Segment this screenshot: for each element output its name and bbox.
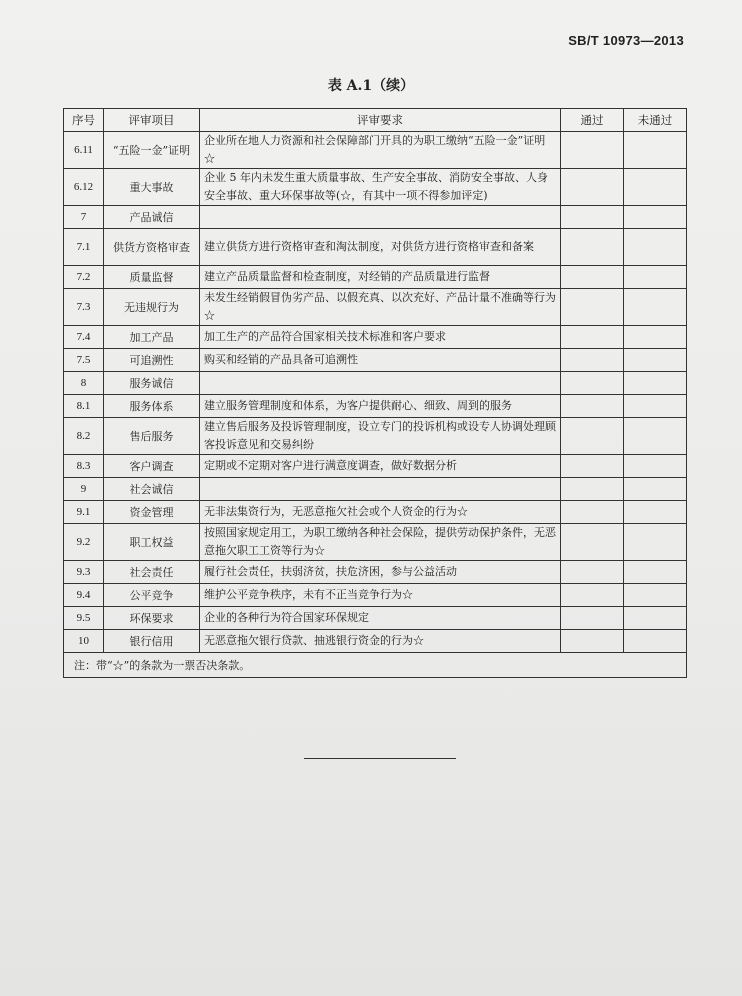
table-row: [64, 630, 687, 653]
row-item: 供货方资格审查: [104, 229, 200, 266]
table-row: [64, 418, 687, 455]
row-item: 售后服务: [104, 418, 200, 455]
row-requirement: 按照国家规定用工，为职工缴纳各种社会保险，提供劳动保护条件，无恶意拖欠职工工资等行为☆: [200, 524, 561, 561]
row-number: 9.4: [64, 584, 104, 607]
pass-cell: [561, 501, 624, 524]
column-header: 评审项目: [104, 109, 200, 132]
fail-cell: [624, 418, 687, 455]
row-item: 产品诚信: [104, 206, 200, 229]
row-number: 6.12: [64, 169, 104, 206]
row-number: 7.2: [64, 266, 104, 289]
pass-cell: [561, 169, 624, 206]
table-row: [64, 229, 687, 266]
fail-cell: [624, 561, 687, 584]
fail-cell: [624, 584, 687, 607]
row-requirement: 定期或不定期对客户进行满意度调查，做好数据分析: [200, 455, 561, 478]
fail-cell: [624, 395, 687, 418]
column-header: 通过: [561, 109, 624, 132]
table-row: [64, 561, 687, 584]
table-row: [64, 501, 687, 524]
table-row: [64, 455, 687, 478]
row-number: 8: [64, 372, 104, 395]
row-requirement: 企业 5 年内未发生重大质量事故、生产安全事故、消防安全事故、人身安全事故、重大环保事故等(☆，有其中一项不得参加评定): [200, 169, 561, 206]
table-row: [64, 169, 687, 206]
column-header: 评审要求: [200, 109, 561, 132]
row-item: 可追溯性: [104, 349, 200, 372]
table-note: 注：带“☆”的条款为一票否决条款。: [64, 653, 687, 678]
table-row: [64, 289, 687, 326]
row-number: 9.3: [64, 561, 104, 584]
row-requirement: 加工生产的产品符合国家相关技术标准和客户要求: [200, 326, 561, 349]
pass-cell: [561, 418, 624, 455]
row-requirement: 无恶意拖欠银行贷款、抽逃银行资金的行为☆: [200, 630, 561, 653]
table-row: [64, 607, 687, 630]
table-row: [64, 372, 687, 395]
pass-cell: [561, 395, 624, 418]
row-item: 银行信用: [104, 630, 200, 653]
pass-cell: [561, 630, 624, 653]
row-requirement: 建立供货方进行资格审查和淘汰制度，对供货方进行资格审查和备案: [200, 229, 561, 266]
fail-cell: [624, 132, 687, 169]
row-item: 社会诚信: [104, 478, 200, 501]
pass-cell: [561, 584, 624, 607]
table-header-row: [64, 109, 687, 132]
row-requirement: 建立产品质量监督和检查制度，对经销的产品质量进行监督: [200, 266, 561, 289]
row-requirement: [200, 372, 561, 395]
row-item: 服务体系: [104, 395, 200, 418]
row-item: 环保要求: [104, 607, 200, 630]
row-number: 7.5: [64, 349, 104, 372]
end-rule: [304, 758, 456, 759]
pass-cell: [561, 607, 624, 630]
row-requirement: 企业的各种行为符合国家环保规定: [200, 607, 561, 630]
row-requirement: 履行社会责任，扶弱济贫，扶危济困，参与公益活动: [200, 561, 561, 584]
row-requirement: 购买和经销的产品具备可追溯性: [200, 349, 561, 372]
pass-cell: [561, 455, 624, 478]
table-row: [64, 206, 687, 229]
pass-cell: [561, 206, 624, 229]
fail-cell: [624, 229, 687, 266]
table-row: [64, 524, 687, 561]
row-number: 9.1: [64, 501, 104, 524]
table-row: [64, 266, 687, 289]
pass-cell: [561, 524, 624, 561]
pass-cell: [561, 266, 624, 289]
evaluation-table: [63, 108, 687, 678]
row-requirement: [200, 478, 561, 501]
pass-cell: [561, 349, 624, 372]
row-number: 9.5: [64, 607, 104, 630]
fail-cell: [624, 349, 687, 372]
row-number: 6.11: [64, 132, 104, 169]
fail-cell: [624, 266, 687, 289]
row-item: 服务诚信: [104, 372, 200, 395]
pass-cell: [561, 289, 624, 326]
note-row: [64, 653, 687, 678]
row-item: 无违规行为: [104, 289, 200, 326]
row-number: 7.3: [64, 289, 104, 326]
row-number: 9: [64, 478, 104, 501]
table-row: [64, 326, 687, 349]
row-item: 职工权益: [104, 524, 200, 561]
fail-cell: [624, 455, 687, 478]
fail-cell: [624, 501, 687, 524]
fail-cell: [624, 607, 687, 630]
row-number: 7.4: [64, 326, 104, 349]
row-requirement: [200, 206, 561, 229]
row-item: 加工产品: [104, 326, 200, 349]
table-row: [64, 584, 687, 607]
row-number: 9.2: [64, 524, 104, 561]
table-row: [64, 132, 687, 169]
fail-cell: [624, 326, 687, 349]
row-number: 8.1: [64, 395, 104, 418]
fail-cell: [624, 289, 687, 326]
row-number: 10: [64, 630, 104, 653]
row-item: 社会责任: [104, 561, 200, 584]
row-item: 公平竞争: [104, 584, 200, 607]
pass-cell: [561, 229, 624, 266]
pass-cell: [561, 132, 624, 169]
pass-cell: [561, 326, 624, 349]
fail-cell: [624, 372, 687, 395]
row-number: 7: [64, 206, 104, 229]
row-item: 资金管理: [104, 501, 200, 524]
pass-cell: [561, 561, 624, 584]
pass-cell: [561, 372, 624, 395]
row-item: 客户调查: [104, 455, 200, 478]
row-item: 质量监督: [104, 266, 200, 289]
table-title: 表 A.1（续）: [327, 78, 415, 94]
row-item: “五险一金”证明: [104, 132, 200, 169]
fail-cell: [624, 524, 687, 561]
row-requirement: 建立服务管理制度和体系，为客户提供耐心、细致、周到的服务: [200, 395, 561, 418]
column-header: 未通过: [624, 109, 687, 132]
standard-code: SB/T 10973—2013: [568, 33, 684, 48]
fail-cell: [624, 630, 687, 653]
fail-cell: [624, 478, 687, 501]
row-requirement: 维护公平竞争秩序，未有不正当竞争行为☆: [200, 584, 561, 607]
pass-cell: [561, 478, 624, 501]
table-row: [64, 349, 687, 372]
row-number: 8.2: [64, 418, 104, 455]
row-requirement: 建立售后服务及投诉管理制度，设立专门的投诉机构或设专人协调处理顾客投诉意见和交易纠纷: [200, 418, 561, 455]
fail-cell: [624, 206, 687, 229]
row-number: 7.1: [64, 229, 104, 266]
fail-cell: [624, 169, 687, 206]
table-row: [64, 395, 687, 418]
row-requirement: 无非法集资行为，无恶意拖欠社会或个人资金的行为☆: [200, 501, 561, 524]
row-item: 重大事故: [104, 169, 200, 206]
table-row: [64, 478, 687, 501]
column-header: 序号: [64, 109, 104, 132]
row-requirement: 企业所在地人力资源和社会保障部门开具的为职工缴纳“五险一金”证明☆: [200, 132, 561, 169]
row-requirement: 未发生经销假冒伪劣产品、以假充真、以次充好、产品计量不准确等行为☆: [200, 289, 561, 326]
row-number: 8.3: [64, 455, 104, 478]
